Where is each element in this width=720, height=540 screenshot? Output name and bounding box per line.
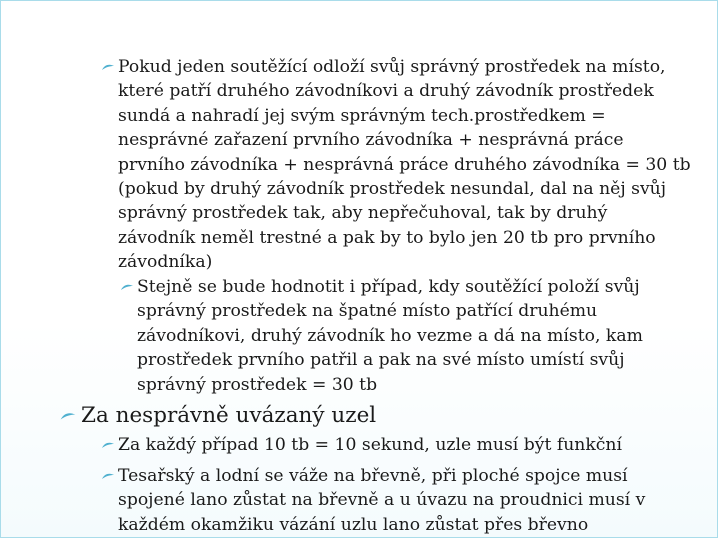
swoosh-bullet-icon — [101, 472, 118, 481]
bullet-item — [101, 55, 713, 275]
bullet-item-heading — [59, 402, 659, 430]
section-heading: Za nesprávně uvázaný uzel — [81, 403, 377, 428]
swoosh-bullet-icon — [101, 63, 118, 72]
bullet-item — [101, 464, 713, 537]
bullet-text: Za každý případ 10 tb = 10 sekund, uzle musí být funkční — [118, 435, 622, 455]
swoosh-bullet-icon — [59, 411, 81, 422]
bullet-text: Stejně se bude hodnotit i případ, kdy soutěžící položí svůj správný prostředek na špatné místo patřící druhému závodníkovi, druhý závodník ho vezme a dá na místo, kam prostředek prvního patřil a pak na své místo umístí svůj správný prostředek = 30 tb — [137, 277, 643, 395]
bullet-text: Tesařský a lodní se váže na břevně, při ploché spojce musí spojené lano zůstat na břevně a u úvazu na proudnici musí v každém okamžiku vázání uzlu lano zůstat přes břevno — [118, 466, 646, 535]
bullet-text: Pokud jeden soutěžící odloží svůj správný prostředek na místo, které patří druhého závodníkovi a druhý závodník prostředek sundá a nahradí jej svým správným tech.prostředkem = nesprávné zařazení prvního závodníka + nesprávná práce prvního závodníka + nesprávná práce druhého závodníka = 30 tb (pokud by druhý závodník prostředek nesundal, dal na něj svůj správný prostředek tak, aby nepřečuhoval, tak by druhý závodník neměl trestné a pak by to bylo jen 20 tb pro prvního závodníka) — [118, 57, 691, 273]
swoosh-bullet-icon — [120, 283, 137, 292]
bullet-item — [120, 275, 716, 397]
swoosh-bullet-icon — [101, 441, 118, 450]
bullet-item — [101, 433, 713, 457]
